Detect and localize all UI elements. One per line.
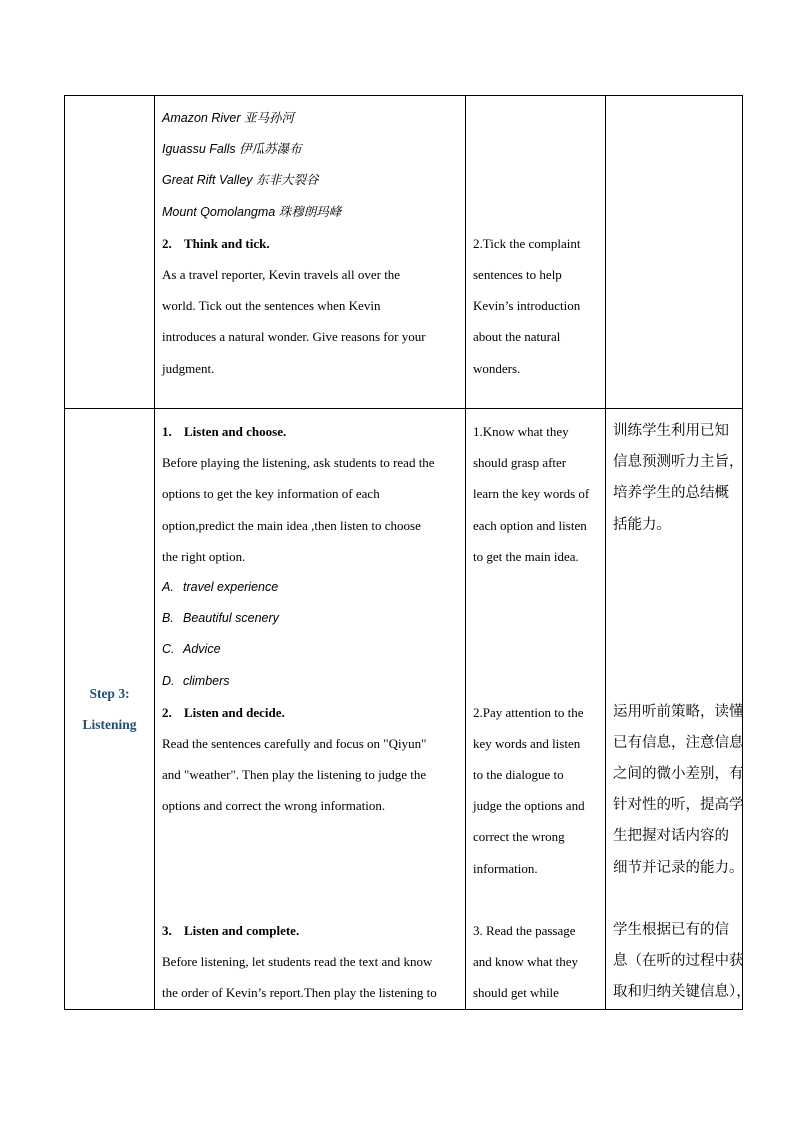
table-row [65, 409, 743, 1010]
text-line: key words and listen [473, 735, 581, 751]
aim-cell [466, 96, 606, 409]
step-cell [65, 409, 155, 1010]
task-heading: 1. Listen and choose. [162, 424, 287, 439]
text-line: wonders. [473, 360, 521, 376]
lesson-plan-table [64, 95, 751, 1010]
text-line: the order of Kevin’s report.Then play the listening to [162, 985, 437, 1001]
text-line: learn the key words of [473, 486, 590, 502]
aim-cell [466, 409, 606, 1010]
text-line: 细节并记录的能力。 [613, 859, 744, 876]
step-cell-empty [65, 96, 155, 409]
text-line: Kevin’s introduction [473, 298, 581, 314]
text-line: sentences to help [473, 266, 562, 282]
activity-cell [155, 409, 466, 1010]
vocab-line: Iguassu Falls 伊瓜苏瀑布 [162, 142, 302, 157]
purpose-cell-empty [606, 96, 743, 409]
table-row [65, 96, 743, 409]
vocab-line: Mount Qomolangma 珠穆朗玛峰 [162, 204, 342, 219]
text-line: 针对性的听，提高学 [613, 797, 744, 814]
text-line: and know what they [473, 954, 579, 970]
task-heading: 3. Listen and complete. [162, 923, 300, 938]
text-line: and "weather". Then play the listening to judge the [162, 767, 427, 783]
purpose-cell [606, 409, 751, 1010]
text-line: 运用听前策略，读懂 [613, 703, 744, 720]
text-line: As a travel reporter, Kevin travels all over the [162, 266, 401, 282]
text-line: 取和归纳关键信息）， [613, 984, 751, 1001]
text-line: 息（在听的过程中获 [613, 953, 744, 970]
text-line: about the natural [473, 329, 561, 345]
step-name: Listening [82, 716, 137, 732]
option-item: A. travel experience [162, 579, 279, 594]
text-line: Before playing the listening, ask students to read the [162, 455, 435, 471]
text-line: 已有信息，注意信息 [613, 734, 744, 751]
task-heading: 2. Listen and decide. [162, 704, 285, 720]
text-line: 括能力。 [613, 516, 671, 533]
text-line: to the dialogue to [473, 767, 564, 783]
text-line: the right option. [162, 548, 246, 564]
text-line: 之间的微小差别，有 [613, 766, 744, 783]
text-line: option,predict the main idea ,then listen to choose [162, 517, 421, 533]
text-line: each option and listen [473, 517, 587, 533]
vocab-line: Great Rift Valley 东非大裂谷 [162, 173, 319, 188]
text-line: 1.Know what they [473, 424, 569, 439]
text-line: 3. Read the passage [473, 923, 576, 938]
text-line: world. Tick out the sentences when Kevin [162, 298, 381, 314]
text-line: to get the main idea. [473, 548, 579, 564]
text-line: should grasp after [473, 455, 567, 471]
text-line: judgment. [162, 360, 215, 376]
option-item: B. Beautiful scenery [162, 611, 279, 626]
text-line: Before listening, let students read the text and know [162, 954, 433, 970]
text-line: options to get the key information of each [162, 486, 380, 502]
text-line: 训练学生利用已知 [613, 423, 729, 439]
text-line: correct the wrong [473, 829, 565, 845]
task-heading: 2. Think and tick. [162, 235, 270, 251]
text-line: should get while [473, 985, 559, 1001]
option-item: C. Advice [162, 642, 221, 657]
text-line: 信息预测听力主旨， [613, 454, 744, 471]
step-title: Step 3: [89, 685, 130, 701]
activity-cell [155, 96, 466, 409]
text-line: 2.Tick the complaint [473, 235, 581, 251]
option-item: D. climbers [162, 673, 230, 688]
text-line: judge the options and [473, 798, 585, 814]
text-line: options and correct the wrong information. [162, 798, 386, 814]
text-line: 生把握对话内容的 [613, 828, 729, 845]
text-line: information. [473, 860, 538, 876]
text-line: 2.Pay attention to the [473, 704, 584, 720]
text-line: 培养学生的总结概 [613, 485, 729, 502]
text-line: introduces a natural wonder. Give reasons for your [162, 329, 426, 345]
text-line: 学生根据已有的信 [613, 922, 729, 938]
vocab-line: Amazon River 亚马孙河 [162, 111, 294, 125]
text-line: Read the sentences carefully and focus on "Qiyun" [162, 735, 427, 751]
